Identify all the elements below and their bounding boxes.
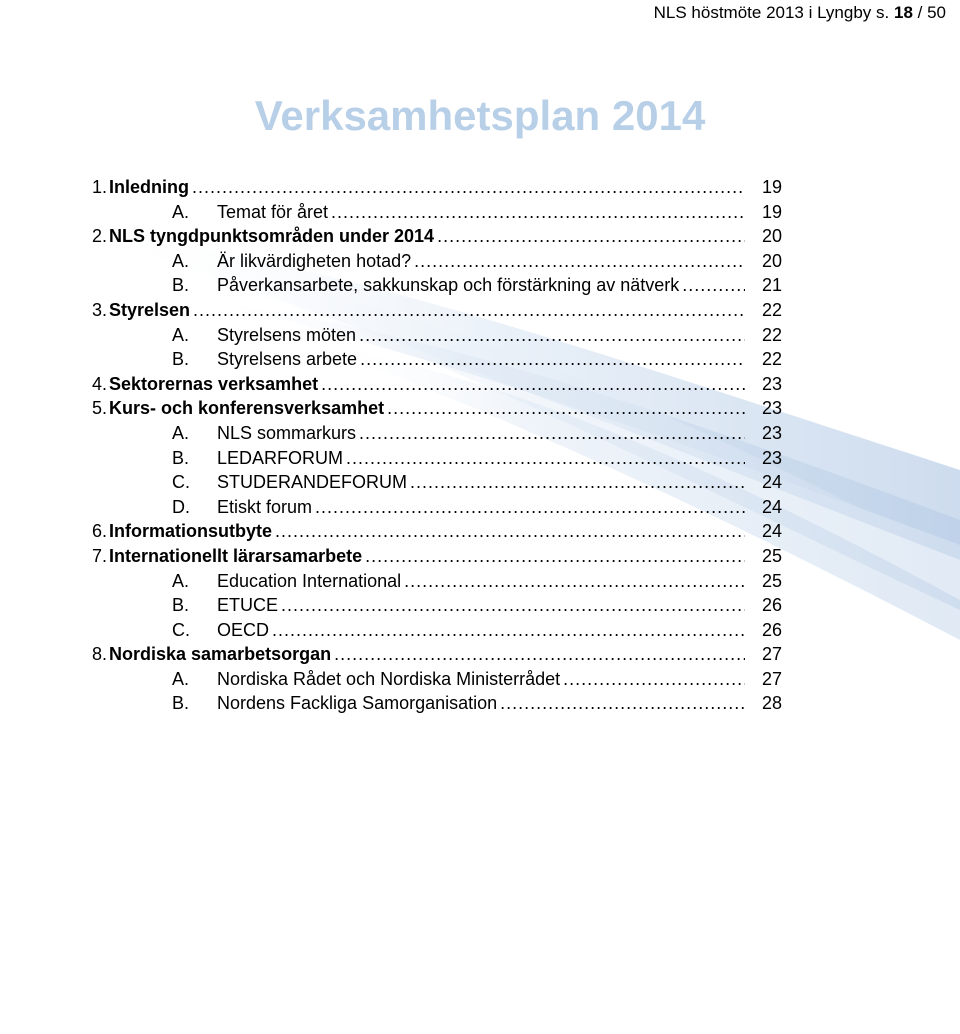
toc-dot-leader (321, 374, 745, 395)
toc-entry[interactable] (92, 349, 782, 374)
toc-entry-number: 8. (92, 644, 108, 665)
toc-entry[interactable] (92, 595, 782, 620)
toc-dot-leader (410, 472, 745, 493)
toc-entry-page: 21 (761, 275, 782, 296)
toc-entry-number: 2. (92, 226, 108, 247)
toc-dot-leader (359, 423, 745, 444)
toc-entry[interactable] (92, 571, 782, 596)
toc-dot-leader (275, 521, 745, 542)
table-of-contents (92, 177, 782, 718)
toc-entry[interactable] (92, 275, 782, 300)
toc-entry-title: ETUCE (217, 595, 279, 616)
toc-entry-number: B. (172, 595, 190, 616)
toc-entry-title: Kurs- och konferensverksamhet (109, 398, 385, 419)
toc-entry-title: Styrelsens möten (217, 324, 357, 345)
toc-entry-number: A. (172, 570, 190, 591)
toc-entry-number: C. (172, 472, 190, 493)
toc-entry-title: Sektorernas verksamhet (109, 373, 319, 394)
toc-entry[interactable] (92, 669, 782, 694)
toc-entry-page: 24 (761, 521, 782, 542)
toc-entry-title: LEDARFORUM (217, 447, 344, 468)
toc-dot-leader (272, 620, 745, 641)
toc-entry-title: Informationsutbyte (109, 521, 273, 542)
toc-entry[interactable] (92, 497, 782, 522)
page-header (654, 3, 946, 23)
toc-entry-title: Påverkansarbete, sakkunskap och förstärkning av nätverk (217, 275, 680, 296)
toc-entry-page: 24 (761, 496, 782, 517)
header-text: NLS höstmöte 2013 i Lyngby s. (653, 3, 890, 22)
toc-dot-leader (387, 398, 745, 419)
toc-entry[interactable] (92, 202, 782, 227)
toc-entry-title: STUDERANDEFORUM (217, 472, 408, 493)
toc-entry-title: Nordiska Rådet och Nordiska Ministerrådet (217, 668, 561, 689)
toc-entry-page: 22 (761, 299, 782, 320)
toc-dot-leader (404, 571, 745, 592)
toc-entry-title: Styrelsen (109, 299, 191, 320)
toc-entry-number: C. (172, 619, 190, 640)
header-page-number: 18 (893, 3, 913, 22)
toc-entry-title: Nordens Fackliga Samorganisation (217, 693, 498, 714)
toc-entry[interactable] (92, 423, 782, 448)
toc-entry-page: 22 (761, 324, 782, 345)
toc-entry-title: NLS tyngdpunktsområden under 2014 (109, 226, 435, 247)
toc-entry-page: 24 (761, 472, 782, 493)
toc-dot-leader (193, 300, 745, 321)
toc-entry-page: 25 (761, 570, 782, 591)
toc-entry-page: 27 (761, 668, 782, 689)
toc-entry-number: B. (172, 349, 190, 370)
toc-dot-leader (346, 448, 745, 469)
toc-dot-leader (359, 325, 745, 346)
toc-entry[interactable] (92, 374, 782, 399)
page-title: Verksamhetsplan 2014 (254, 92, 706, 139)
header-page-total: / 50 (917, 3, 946, 22)
toc-dot-leader (682, 275, 745, 296)
toc-entry[interactable] (92, 177, 782, 202)
toc-entry-number: 5. (92, 398, 108, 419)
toc-entry-page: 22 (761, 349, 782, 370)
toc-entry-page: 23 (761, 447, 782, 468)
toc-entry-page: 23 (761, 422, 782, 443)
toc-dot-leader (334, 644, 745, 665)
toc-entry-page: 20 (761, 250, 782, 271)
toc-dot-leader (192, 177, 745, 198)
toc-entry-page: 23 (761, 398, 782, 419)
toc-entry-number: B. (172, 693, 190, 714)
toc-entry[interactable] (92, 620, 782, 645)
toc-entry-page: 28 (761, 693, 782, 714)
toc-entry[interactable] (92, 521, 782, 546)
toc-entry[interactable] (92, 325, 782, 350)
toc-entry-number: 6. (92, 521, 108, 542)
toc-entry[interactable] (92, 693, 782, 718)
toc-entry-page: 25 (761, 545, 782, 566)
toc-entry-page: 19 (761, 177, 782, 197)
toc-entry-title: Etiskt forum (217, 496, 313, 517)
toc-entry-number: A. (172, 324, 190, 345)
toc-dot-leader (437, 226, 745, 247)
toc-dot-leader (365, 546, 745, 567)
toc-entry-title: Education International (217, 570, 402, 591)
toc-entry-page: 20 (761, 226, 782, 247)
toc-dot-leader (500, 693, 745, 714)
toc-entry-number: A. (172, 250, 190, 271)
toc-dot-leader (315, 497, 745, 518)
toc-dot-leader (563, 669, 745, 690)
toc-entry-title: NLS sommarkurs (217, 422, 357, 443)
toc-entry[interactable] (92, 398, 782, 423)
toc-entry-title: Är likvärdigheten hotad? (217, 250, 412, 271)
toc-entry-title: Temat för året (217, 201, 329, 222)
toc-dot-leader (331, 202, 745, 223)
toc-entry-number: A. (172, 422, 190, 443)
toc-entry-number: B. (172, 275, 190, 296)
toc-entry-title: Internationellt lärarsamarbete (109, 545, 363, 566)
toc-entry-page: 27 (761, 644, 782, 665)
toc-entry-number: 1. (92, 177, 108, 197)
toc-entry-title: Nordiska samarbetsorgan (109, 644, 332, 665)
toc-entry-title: Inledning (109, 177, 189, 197)
toc-entry-number: D. (172, 496, 190, 517)
toc-entry-number: A. (172, 668, 190, 689)
toc-entry-number: 4. (92, 373, 108, 394)
toc-entry[interactable] (92, 644, 782, 669)
toc-dot-leader (360, 349, 745, 370)
toc-entry-page: 26 (761, 595, 782, 616)
toc-entry-page: 26 (761, 619, 782, 640)
toc-entry[interactable] (92, 251, 782, 276)
toc-entry-title: OECD (217, 619, 270, 640)
toc-dot-leader (414, 251, 745, 272)
toc-entry[interactable] (92, 226, 782, 251)
toc-entry[interactable] (92, 300, 782, 325)
toc-entry-number: B. (172, 447, 190, 468)
toc-entry-page: 23 (761, 373, 782, 394)
toc-dot-leader (281, 595, 745, 616)
toc-entry-number: 7. (92, 545, 108, 566)
toc-entry-page: 19 (761, 201, 782, 222)
toc-entry-number: 3. (92, 299, 108, 320)
toc-entry[interactable] (92, 546, 782, 571)
toc-entry[interactable] (92, 472, 782, 497)
toc-entry-number: A. (172, 201, 190, 222)
toc-entry-title: Styrelsens arbete (217, 349, 358, 370)
toc-entry[interactable] (92, 448, 782, 473)
